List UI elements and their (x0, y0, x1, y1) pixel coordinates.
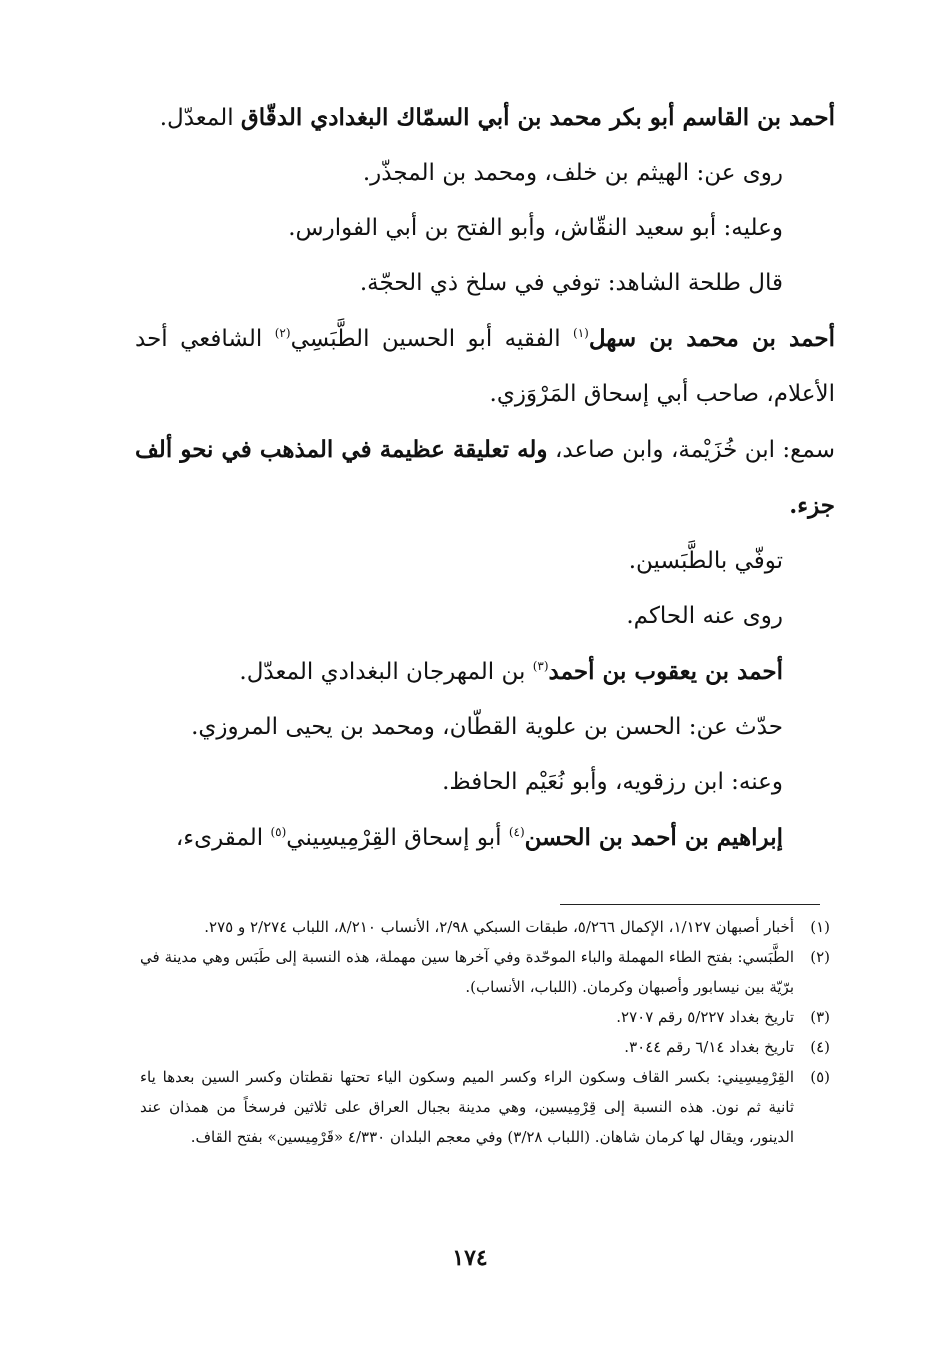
biography-entry (135, 90, 835, 146)
page-number: ١٧٤ (452, 1245, 488, 1271)
footnote-reference: (٥) (270, 825, 287, 839)
footnote-number: (١) (810, 918, 830, 936)
entry-text: توفّي بالطَّبَسين. (628, 548, 783, 574)
entry-heading: أحمد بن محمد بن سهل (588, 325, 835, 352)
footnote-text: أخبار أصبهان ١/١٢٧، الإكمال ٥/٢٦٦، طبقات السبكي ٢/٩٨، الأنساب ٨/٢١٠، اللباب ٢/٢٧٤ و ٢٧٥. (204, 918, 794, 936)
footnote-text: القِرْمِيسِيني: بكسر القاف وسكون الراء وكسر الميم وسكون الياء تحتها نقطتان وكسر السين بعدها ياء ثانية ثم نون. هذه النسبة إلى قِرْمِيسين، وهي مدينة بجبال العراق على ثلاثين فرسخاً من همذان عند الدينور، ويقال لها كرمان شاهان. (اللباب ٣/٢٨) وفي معجم البلدان ٤/٣٣٠ «قَرْمِيسين» بفتح القاف. (140, 1068, 794, 1146)
footnote-number: (٤) (810, 1038, 830, 1056)
entry-text: المعدّل. (159, 105, 241, 131)
entry-text: قال طلحة الشاهد: توفي في سلخ ذي الحجّة. (359, 270, 783, 296)
footnote-text: تاريخ بغداد ٦/١٤ رقم ٣٠٤٤. (624, 1038, 794, 1056)
biography-entry (135, 311, 835, 422)
text-line (135, 644, 835, 700)
footnote (140, 912, 830, 942)
footnote-number: (٢) (810, 948, 830, 966)
footnote-reference: (١) (573, 326, 589, 340)
text-line (135, 700, 835, 755)
footnotes (140, 912, 830, 1152)
entry-text: الفقيه أبو الحسين الطَّبَسِي (290, 326, 574, 352)
footnote (140, 942, 830, 1002)
text-line (135, 755, 835, 810)
main-text (135, 90, 835, 866)
footnote-text: تاريخ بغداد ٥/٢٢٧ رقم ٢٧٠٧. (616, 1008, 794, 1026)
footnote (140, 1032, 830, 1062)
entry-heading: وله تعليقة عظيمة في المذهب في نحو ألف جزء. (135, 436, 835, 519)
entry-heading: أحمد بن القاسم أبو بكر محمد بن أبي السمّاك البغدادي الدقّاق (240, 104, 835, 131)
entry-text: الشافعي أحد الأعلام، صاحب أبي إسحاق المَرْوَزي. (135, 326, 835, 407)
footnote-reference: (٤) (508, 825, 525, 839)
entry-heading: أحمد بن يعقوب بن أحمد (548, 658, 783, 685)
footnote-reference: (٣) (532, 659, 549, 673)
footnote-reference: (٢) (274, 326, 291, 340)
biography-entry (135, 422, 835, 534)
entry-text: وعليه: أبو سعيد النقّاش، وأبو الفتح بن أبي الفوارس. (288, 215, 783, 241)
text-line (135, 534, 835, 589)
entry-heading: إبراهيم بن أحمد بن الحسن (524, 824, 783, 851)
footnote-separator (560, 904, 820, 905)
entry-text: روى عن: الهيثم بن خلف، ومحمد بن المجذّر. (362, 160, 783, 186)
text-line (135, 810, 835, 866)
footnote (140, 1002, 830, 1032)
entry-text: حدّث عن: الحسن بن علوية القطّان، ومحمد بن يحيى المروزي. (191, 714, 783, 740)
text-line (135, 201, 835, 256)
entry-text: بن المهرجان البغدادي المعدّل. (239, 659, 533, 685)
footnote-text: الطَّبَسي: بفتح الطاء المهملة والباء الموحّدة وفي آخرها سين مهملة، هذه النسبة إلى طَبَس وهي مدينة في برّيّة بين نيسابور وأصبهان وكرمان. (اللباب، الأنساب). (140, 948, 794, 996)
footnote-number: (٣) (810, 1008, 830, 1026)
footnote (140, 1062, 830, 1152)
entry-text: أبو إسحاق القِرْمِيسِيني (286, 825, 509, 851)
text-line (135, 146, 835, 201)
text-line (135, 589, 835, 644)
entry-text: المقرىء، (175, 825, 271, 851)
text-line (135, 256, 835, 311)
entry-text: وعنه: ابن رزقويه، وأبو نُعَيْم الحافظ. (442, 769, 783, 795)
entry-text: سمع: ابن خُزَيْمة، وابن صاعد، (547, 437, 835, 463)
footnote-number: (٥) (810, 1068, 830, 1086)
entry-text: روى عنه الحاكم. (626, 603, 783, 629)
